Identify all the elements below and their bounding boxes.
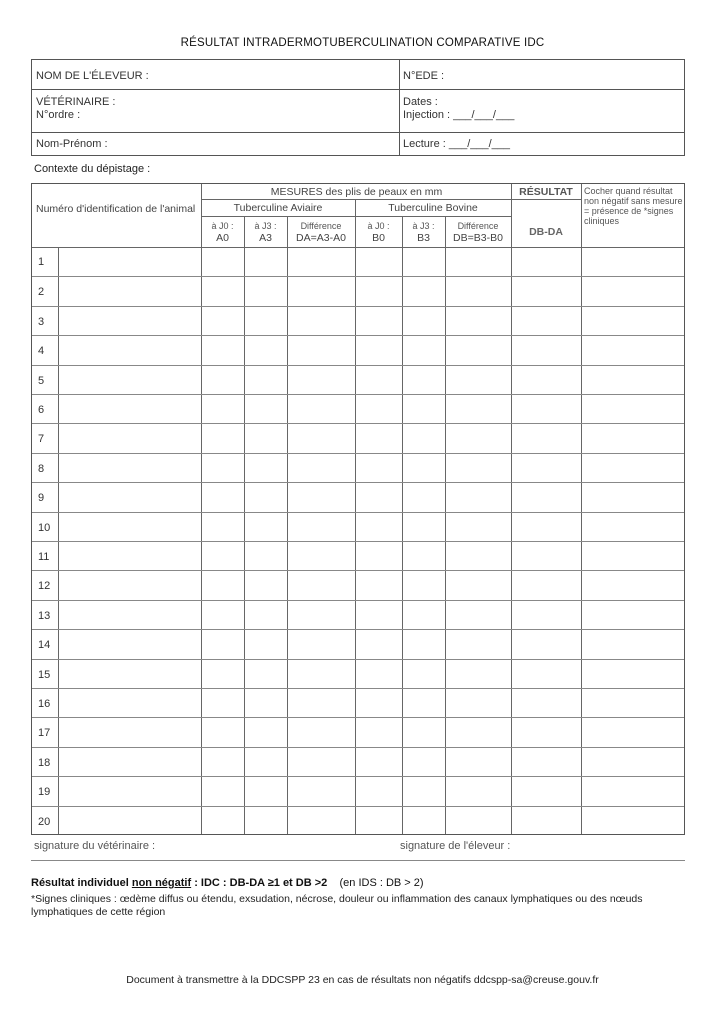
table-row[interactable] — [32, 600, 684, 629]
table-row[interactable] — [32, 688, 684, 717]
eleveur-field[interactable]: NOM DE L'ÉLEVEUR : — [36, 70, 149, 82]
table-row[interactable] — [32, 747, 684, 776]
table-row[interactable] — [32, 365, 684, 394]
resultat-header: RÉSULTAT — [519, 186, 573, 198]
bovine-header: Tuberculine Bovine — [388, 202, 478, 214]
id-header: Numéro d'identification de l'animal — [36, 203, 196, 215]
j0-a-top: à J0 : — [211, 221, 234, 231]
diff-b-bottom: DB=B3-B0 — [453, 232, 503, 244]
row-number: 15 — [38, 668, 51, 681]
dbda-label: DB-DA — [529, 226, 563, 238]
row-number: 9 — [38, 492, 45, 505]
row-number: 2 — [38, 286, 45, 299]
result-underlined: non négatif — [131, 877, 192, 889]
footer-note: Document à transmettre à la DDCSPP 23 en cas de résultats non négatifs ddcspp-sa@creuse.gouv.fr — [126, 974, 599, 986]
header-box — [31, 59, 685, 156]
dates-label: Dates : — [403, 96, 438, 108]
injection-date-field[interactable]: Injection : ___/___/___ — [403, 109, 515, 121]
eleveur-signature-field[interactable]: signature de l'éleveur : — [400, 840, 511, 852]
nom-prenom-field[interactable]: Nom-Prénom : — [36, 138, 108, 150]
result-rule-text: : IDC : DB-DA ≥1 et DB >2 — [194, 877, 328, 889]
row-number: 11 — [38, 551, 50, 563]
table-row[interactable] — [32, 717, 684, 746]
vet-signature-field[interactable]: signature du vétérinaire : — [34, 840, 156, 852]
row-number: 7 — [38, 433, 45, 446]
j0-b-top: à J0 : — [367, 221, 390, 231]
row-number: 4 — [38, 345, 45, 358]
aviaire-header: Tuberculine Aviaire — [233, 202, 323, 214]
row-number: 3 — [38, 315, 45, 328]
table-row[interactable] — [32, 512, 684, 541]
measurement-table — [31, 183, 685, 835]
mesures-header: MESURES des plis de peaux en mm — [270, 186, 443, 198]
table-row[interactable] — [32, 306, 684, 335]
row-number: 10 — [38, 521, 51, 534]
row-number: 13 — [38, 609, 51, 622]
diff-a-bottom: DA=A3-A0 — [296, 232, 346, 244]
result-rule — [31, 877, 424, 889]
result-prefix: Résultat individuel — [31, 877, 129, 889]
lecture-date-field[interactable]: Lecture : ___/___/___ — [403, 138, 511, 150]
veterinaire-field[interactable]: VÉTÉRINAIRE : — [36, 96, 116, 108]
j0-a-bottom: A0 — [216, 232, 229, 244]
j3-a-top: à J3 : — [254, 221, 277, 231]
header-sep — [201, 216, 512, 217]
table-row[interactable] — [32, 276, 684, 305]
table-row[interactable] — [32, 570, 684, 599]
row-number: 8 — [38, 462, 45, 475]
row-number: 6 — [38, 404, 45, 416]
header-divider-2 — [32, 132, 684, 133]
diff-a-top: Différence — [300, 221, 342, 231]
table-row[interactable] — [32, 482, 684, 511]
row-number: 1 — [38, 256, 45, 268]
signes-cliniques-note: *Signes cliniques : œdème diffus ou étendu, exsudation, nécrose, douleur ou inflammation des canaux lymphatiques ou des nœuds lymphatiques de cette région — [31, 893, 643, 918]
row-number: 16 — [38, 698, 51, 710]
diff-b-top: Différence — [457, 221, 499, 231]
table-row[interactable] — [32, 394, 684, 423]
table-row[interactable] — [32, 806, 684, 835]
table-row[interactable] — [32, 629, 684, 658]
header-sep — [201, 199, 512, 200]
row-number: 14 — [38, 639, 51, 652]
row-number: 18 — [38, 756, 51, 769]
j0-b-bottom: B0 — [372, 232, 385, 244]
context-label: Contexte du dépistage : — [34, 163, 151, 175]
form-title: RÉSULTAT INTRADERMOTUBERCULINATION COMPARATIVE IDC — [180, 37, 545, 49]
table-row[interactable] — [32, 335, 684, 364]
j3-a-bottom: A3 — [259, 232, 272, 244]
ordre-field[interactable]: N°ordre : — [36, 109, 81, 121]
header-sep — [511, 199, 581, 200]
row-number: 19 — [38, 786, 51, 799]
header-divider-vertical — [399, 60, 400, 155]
table-row[interactable] — [32, 423, 684, 452]
row-number: 5 — [38, 374, 45, 387]
cocher-header: Cocher quand résultat non négatif sans mesure = présence de *signes cliniques — [584, 186, 683, 226]
table-row[interactable] — [32, 541, 684, 570]
table-row[interactable] — [32, 659, 684, 688]
table-row[interactable] — [32, 776, 684, 805]
ede-field[interactable]: N°EDE : — [403, 70, 445, 82]
row-number: 17 — [38, 727, 51, 740]
table-row[interactable] — [32, 247, 684, 276]
signature-divider — [31, 860, 685, 861]
header-divider-1 — [32, 89, 684, 90]
row-number: 20 — [38, 815, 51, 828]
j3-b-bottom: B3 — [417, 232, 430, 244]
j3-b-top: à J3 : — [412, 221, 435, 231]
result-ids: (en IDS : DB > 2) — [339, 877, 424, 889]
row-number: 12 — [38, 580, 51, 593]
table-row[interactable] — [32, 453, 684, 482]
